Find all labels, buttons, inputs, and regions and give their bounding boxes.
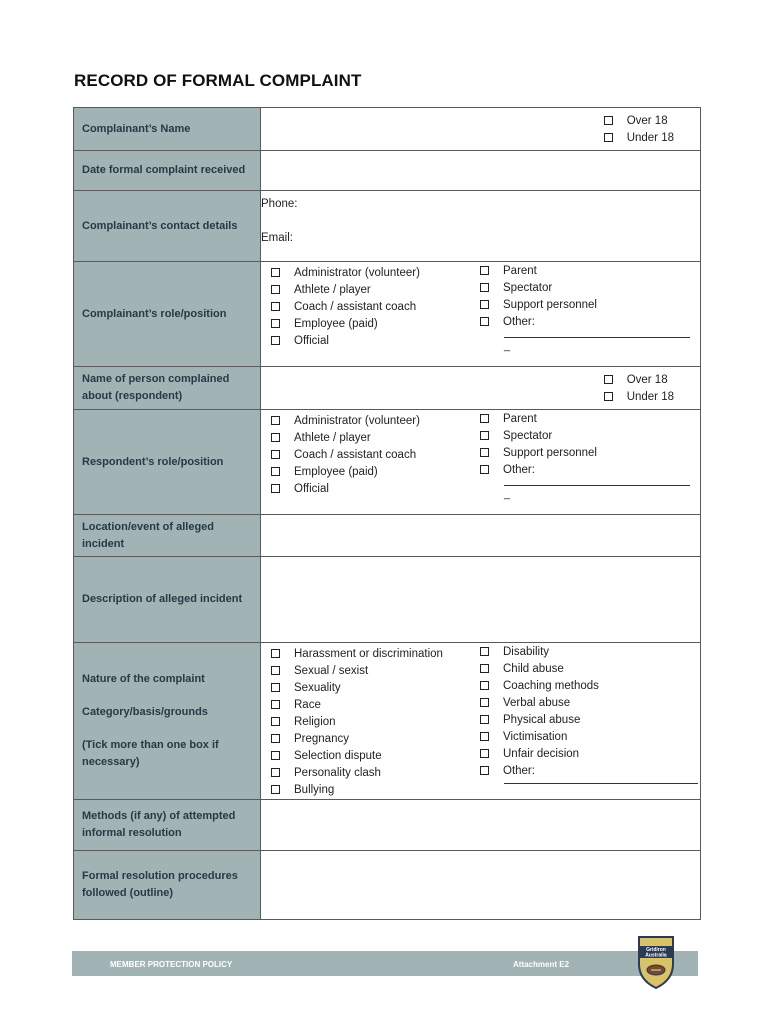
checkbox[interactable] (604, 133, 613, 142)
option-support-personnel[interactable]: Support personnel (480, 444, 690, 461)
checkbox[interactable] (271, 433, 280, 442)
logo-text-gridiron: Gridiron (646, 947, 666, 953)
label-complainant-role: Complainant’s role/position (74, 262, 261, 367)
row-formal-resolution (74, 851, 701, 920)
label-complainant-name: Complainant’s Name (74, 108, 261, 151)
option-official[interactable]: Official (271, 332, 420, 349)
option-disability[interactable]: Disability (480, 643, 698, 660)
field-complainant-role (261, 262, 701, 367)
checkbox[interactable] (271, 700, 280, 709)
label-respondent-role: Respondent’s role/position (74, 410, 261, 515)
other-line[interactable] (504, 337, 690, 338)
checkbox[interactable] (604, 116, 613, 125)
checkbox[interactable] (480, 732, 489, 741)
option-coach[interactable]: Coach / assistant coach (271, 446, 420, 463)
checkbox[interactable] (480, 414, 489, 423)
checkbox[interactable] (480, 664, 489, 673)
checkbox[interactable] (271, 319, 280, 328)
checkbox[interactable] (271, 683, 280, 692)
nature-options-right (480, 643, 698, 784)
option-selection-dispute[interactable]: Selection dispute (271, 747, 443, 764)
option-support-personnel[interactable]: Support personnel (480, 296, 690, 313)
option-unfair-decision[interactable]: Unfair decision (480, 745, 698, 762)
checkbox[interactable] (271, 416, 280, 425)
field-respondent-role (261, 410, 701, 515)
option-race[interactable]: Race (271, 696, 443, 713)
option-athlete[interactable]: Athlete / player (271, 429, 420, 446)
option-harassment[interactable]: Harassment or discrimination (271, 645, 443, 662)
label-contact-details: Complainant’s contact details (74, 191, 261, 262)
gridiron-australia-logo-icon (635, 934, 677, 990)
checkbox[interactable] (271, 768, 280, 777)
row-complainant-role (74, 262, 701, 367)
other-dash: _ (504, 488, 511, 500)
checkbox[interactable] (271, 734, 280, 743)
other-line[interactable] (504, 485, 690, 486)
field-formal-resolution[interactable] (261, 851, 701, 920)
checkbox[interactable] (271, 649, 280, 658)
option-other[interactable]: Other: (480, 762, 698, 779)
field-complainant-name[interactable] (261, 108, 701, 151)
checkbox[interactable] (271, 302, 280, 311)
row-date-received (74, 151, 701, 191)
checkbox[interactable] (604, 392, 613, 401)
checkbox[interactable] (271, 467, 280, 476)
option-child-abuse[interactable]: Child abuse (480, 660, 698, 677)
option-over-18[interactable]: Over 18 (604, 371, 674, 388)
row-description (74, 557, 701, 643)
footer-policy-label: MEMBER PROTECTION POLICY (110, 960, 233, 969)
row-complainant-name (74, 108, 701, 151)
checkbox[interactable] (480, 448, 489, 457)
row-location (74, 515, 701, 557)
checkbox[interactable] (480, 647, 489, 656)
checkbox[interactable] (480, 300, 489, 309)
page-title: RECORD OF FORMAL COMPLAINT (74, 71, 362, 90)
field-date-received[interactable] (261, 151, 701, 191)
option-administrator[interactable]: Administrator (volunteer) (271, 412, 420, 429)
checkbox[interactable] (480, 283, 489, 292)
option-sexuality[interactable]: Sexuality (271, 679, 443, 696)
label-description: Description of alleged incident (74, 557, 261, 643)
row-methods (74, 800, 701, 851)
label-nature-category: Category/basis/grounds (82, 706, 208, 718)
option-verbal-abuse[interactable]: Verbal abuse (480, 694, 698, 711)
other-line[interactable] (504, 783, 698, 784)
checkbox[interactable] (480, 766, 489, 775)
complainant-age-options (604, 112, 674, 146)
checkbox[interactable] (271, 666, 280, 675)
checkbox[interactable] (271, 484, 280, 493)
checkbox[interactable] (480, 715, 489, 724)
phone-label: Phone: (261, 198, 298, 210)
respondent-age-options (604, 371, 674, 405)
page-footer (72, 951, 698, 976)
checkbox[interactable] (271, 285, 280, 294)
field-respondent-name[interactable] (261, 367, 701, 410)
option-over-18[interactable]: Over 18 (604, 112, 674, 129)
option-pregnancy[interactable]: Pregnancy (271, 730, 443, 747)
option-personality-clash[interactable]: Personality clash (271, 764, 443, 781)
nature-options-left (271, 645, 443, 798)
checkbox[interactable] (271, 450, 280, 459)
checkbox[interactable] (480, 465, 489, 474)
label-formal-resolution: Formal resolution procedures followed (outline) (74, 851, 261, 920)
checkbox[interactable] (480, 266, 489, 275)
row-nature (74, 643, 701, 800)
option-employee[interactable]: Employee (paid) (271, 463, 420, 480)
complainant-role-options-right (480, 262, 690, 352)
checkbox[interactable] (271, 268, 280, 277)
label-respondent-name: Name of person complained about (respondent) (74, 367, 261, 410)
checkbox[interactable] (271, 717, 280, 726)
label-nature (74, 643, 261, 800)
field-methods[interactable] (261, 800, 701, 851)
field-nature (261, 643, 701, 800)
row-contact-details (74, 191, 701, 262)
option-athlete[interactable]: Athlete / player (271, 281, 420, 298)
option-official[interactable]: Official (271, 480, 420, 497)
option-physical-abuse[interactable]: Physical abuse (480, 711, 698, 728)
option-other[interactable]: Other: (480, 461, 690, 478)
checkbox[interactable] (480, 431, 489, 440)
checkbox[interactable] (480, 698, 489, 707)
complainant-role-options-left (271, 264, 420, 349)
option-spectator[interactable]: Spectator (480, 279, 690, 296)
checkbox[interactable] (480, 749, 489, 758)
checkbox[interactable] (604, 375, 613, 384)
checkbox[interactable] (271, 336, 280, 345)
row-respondent-role (74, 410, 701, 515)
logo-text-australia: Australia (645, 952, 667, 959)
checkbox[interactable] (480, 317, 489, 326)
row-respondent-name (74, 367, 701, 410)
label-location: Location/event of alleged incident (74, 515, 261, 557)
footer-attachment-label: Attachment E2 (513, 960, 570, 969)
checkbox[interactable] (271, 785, 280, 794)
option-other[interactable]: Other: (480, 313, 690, 330)
option-victimisation[interactable]: Victimisation (480, 728, 698, 745)
complaint-form-table (73, 107, 701, 920)
option-under-18[interactable]: Under 18 (604, 129, 674, 146)
option-coaching-methods[interactable]: Coaching methods (480, 677, 698, 694)
option-parent[interactable]: Parent (480, 410, 690, 427)
option-coach[interactable]: Coach / assistant coach (271, 298, 420, 315)
checkbox[interactable] (480, 681, 489, 690)
option-bullying[interactable]: Bullying (271, 781, 443, 798)
email-label: Email: (261, 232, 293, 244)
option-administrator[interactable]: Administrator (volunteer) (271, 264, 420, 281)
option-parent[interactable]: Parent (480, 262, 690, 279)
field-description[interactable] (261, 557, 701, 643)
checkbox[interactable] (271, 751, 280, 760)
option-employee[interactable]: Employee (paid) (271, 315, 420, 332)
option-religion[interactable]: Religion (271, 713, 443, 730)
option-under-18[interactable]: Under 18 (604, 388, 674, 405)
label-nature-hint: (Tick more than one box if necessary) (82, 739, 219, 768)
respondent-role-options-right (480, 410, 690, 500)
other-dash: _ (504, 340, 511, 352)
field-contact-details[interactable] (261, 191, 701, 262)
respondent-role-options-left (271, 412, 420, 497)
label-methods: Methods (if any) of attempted informal resolution (74, 800, 261, 851)
field-location[interactable] (261, 515, 701, 557)
label-nature-title: Nature of the complaint (82, 673, 205, 685)
option-sexual[interactable]: Sexual / sexist (271, 662, 443, 679)
option-spectator[interactable]: Spectator (480, 427, 690, 444)
label-date-received: Date formal complaint received (74, 151, 261, 191)
